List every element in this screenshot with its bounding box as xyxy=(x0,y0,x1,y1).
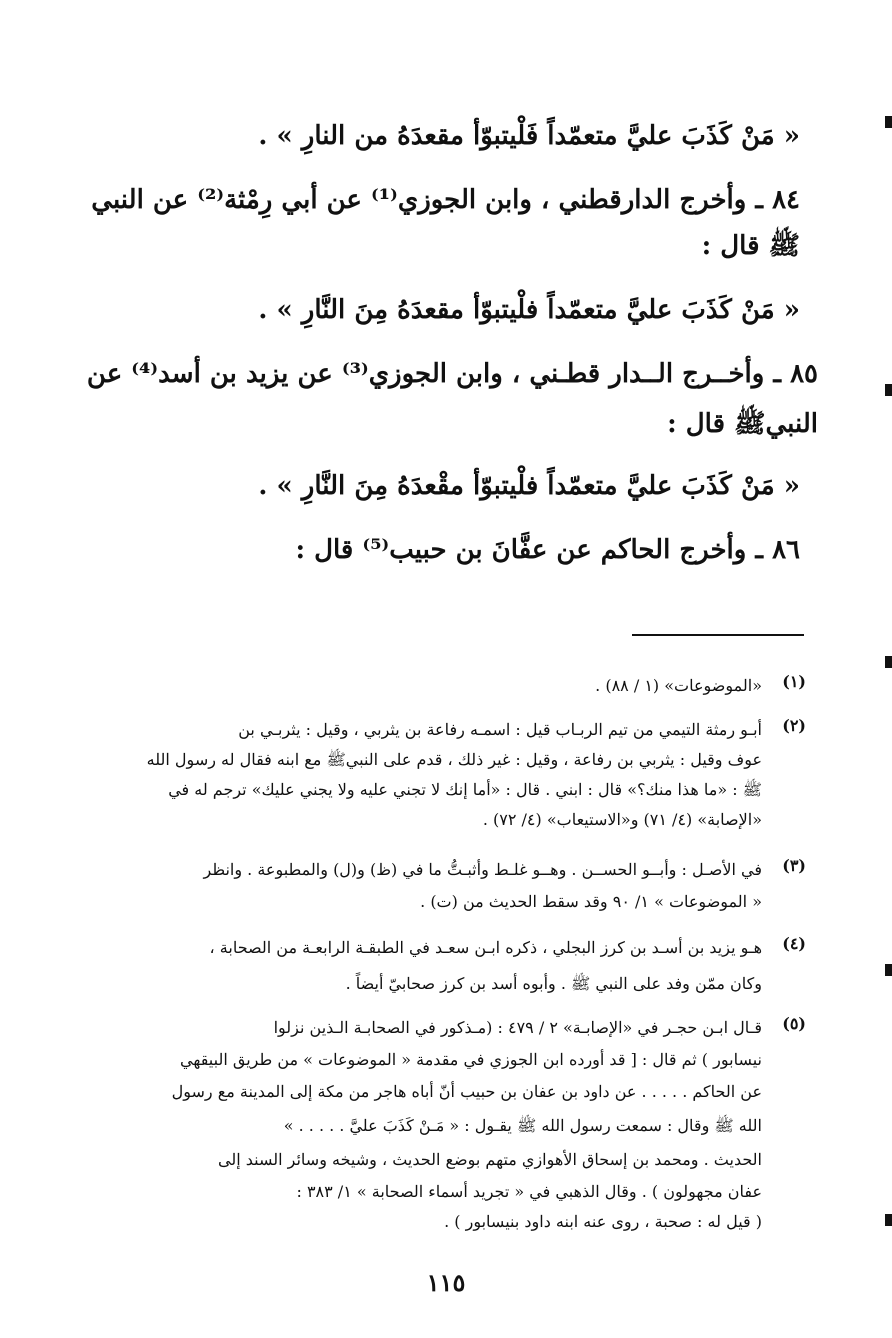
footnote-5-line: الحديث . ومحمد بن إسحاق الأهوازي متهم بوضع الحديث ، وشيخه وسائر السند إلى xyxy=(217,1150,762,1169)
footnote-2-line: ﷺ : «ما هذا منك؟» قال : ابني . قال : «أما إنك لا تجني عليه ولا يجني عليك» ترجم له في xyxy=(168,780,762,799)
hadith-text-2: « مَنْ كَذَبَ عليَّ متعمّداً فلْيتبوّأ مقعدَهُ مِنَ النَّارِ » . xyxy=(258,295,800,325)
edge-mark xyxy=(885,656,892,668)
footnote-3-line: « الموضوعات » ١/ ٩٠ وقد سقط الحديث من (ت) . xyxy=(420,892,762,911)
footnote-number: (٤) xyxy=(782,934,806,953)
narration-84-line-2: ﷺ قال : xyxy=(701,231,800,261)
footnote-separator xyxy=(632,634,804,636)
footnote-number: (٥) xyxy=(782,1014,806,1033)
footnote-number: (٢) xyxy=(782,716,806,735)
footnote-number: (١) xyxy=(782,672,806,691)
edge-mark xyxy=(885,1214,892,1226)
footnote-5-line: قـال ابـن حجـر في «الإصابـة» ٢ / ٤٧٩ : (مـذكور في الصحابـة الـذين نزلوا xyxy=(273,1018,762,1037)
footnote-1-line: «الموضوعات» (١ / ٨٨) . xyxy=(595,676,762,695)
narration-84-line-1: ٨٤ ـ وأخرج الدارقطني ، وابن الجوزي⁽¹⁾ عن أبي رِمْثة⁽²⁾ عن النبي xyxy=(91,185,800,215)
footnote-5-line: نيسابور ) ثم قال : [ قد أورده ابن الجوزي في مقدمة « الموضوعات » من طريق البيقهي xyxy=(180,1050,762,1069)
footnote-number: (٣) xyxy=(782,856,806,875)
footnote-2-line: «الإصابة» (٤/ ٧١) و«الاستيعاب» (٤/ ٧٢) . xyxy=(482,810,762,829)
page-number: ١١٥ xyxy=(426,1268,466,1297)
footnote-4-line: هـو يزيد بن أسـد بن كرز البجلي ، ذكره ابـن سعـد في الطبقـة الرابعـة من الصحابة ، xyxy=(209,938,762,957)
hadith-text-3: « مَنْ كَذَبَ عليَّ متعمّداً فلْيتبوّأ مقْعدَهُ مِنَ النَّارِ » . xyxy=(258,471,800,501)
footnote-2-line: عوف وقيل : يثربي بن رفاعة ، وقيل : غير ذلك ، قدم على النبيﷺ مع ابنه فقال له رسول الله xyxy=(146,750,762,769)
narration-86-line-1: ٨٦ ـ وأخرج الحاكم عن عفَّانَ بن حبيب⁽⁵⁾ قال : xyxy=(295,535,800,565)
hadith-text-1: « مَنْ كَذَبَ عليَّ متعمّداً فَلْيتبوّأ مقعدَهُ من النارِ » . xyxy=(258,121,800,151)
footnote-5-line: عفان مجهولون ) . وقال الذهبي في « تجريد أسماء الصحابة » ١/ ٣٨٣ : xyxy=(296,1182,762,1201)
edge-mark xyxy=(885,116,892,128)
footnote-2-line: أبـو رمثة التيمي من تيم الربـاب قيل : اسمـه رفاعة بن يثربي ، وقيل : يثربـي بن xyxy=(238,720,762,739)
narration-85-line-1: ٨٥ ـ وأخــرج الــدار قطـني ، وابن الجوزي⁽³⁾ عن يزيد بن أسد⁽⁴⁾ عن xyxy=(86,359,818,389)
edge-mark xyxy=(885,964,892,976)
footnote-5-line: ( قيل له : صحبة ، روى عنه ابنه داود بنيسابور ) . xyxy=(444,1212,762,1231)
footnote-5-line: الله ﷺ وقال : سمعت رسول الله ﷺ يقـول : « مَـنْ كَذَبَ عليَّ . . . . . » xyxy=(283,1116,762,1135)
footnote-5-line: عن الحاكم . . . . . عن داود بن عفان بن حبيب أنّ أباه هاجر من مكة إلى المدينة مع رسول xyxy=(171,1082,762,1101)
narration-85-line-2: النبيﷺ قال : xyxy=(667,409,818,439)
edge-mark xyxy=(885,384,892,396)
footnote-3-line: في الأصـل : وأبــو الحســن . وهــو غلـط وأثبـتُّ ما في (ظ) و(ل) والمطبوعة . وانظر xyxy=(203,860,762,879)
footnote-4-line: وكان ممّن وفد على النبي ﷺ . وأبوه أسد بن كرز صحابيّ أيضاً . xyxy=(345,974,762,993)
